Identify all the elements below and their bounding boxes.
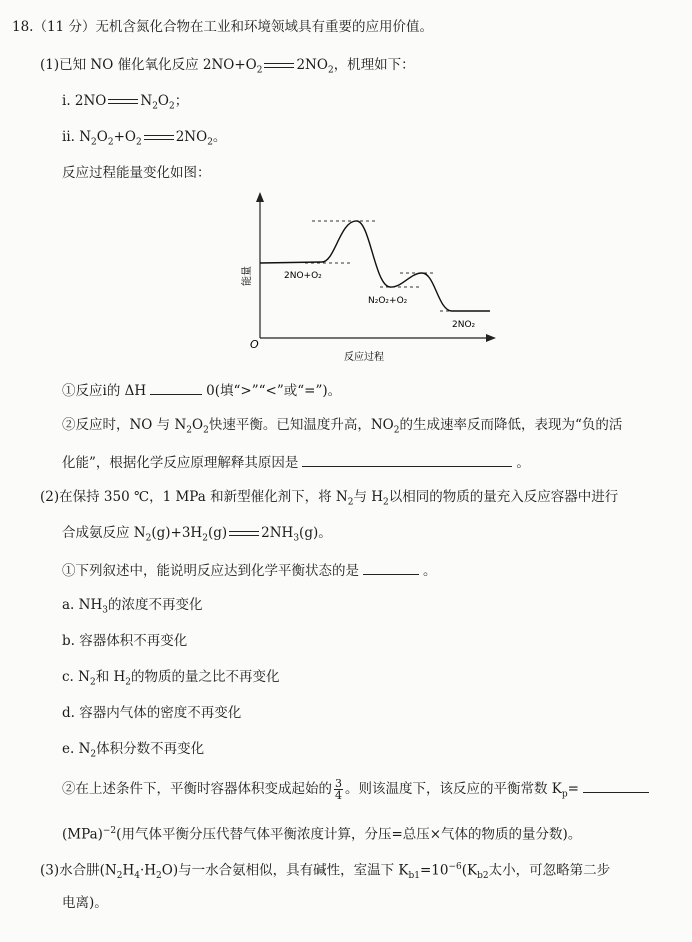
option-c[interactable]: c. $N_2$和 $H_2$的物质的量之比不再变化 — [62, 669, 280, 688]
question-header: 18.（11 分）无机含氮化合物在工业和环境领域具有重要的应用价值。 — [12, 19, 433, 35]
mechanism-step-2: ⅱ. $N_2O_2+O_2$ $2NO_2$。 — [62, 129, 227, 148]
option-d[interactable]: d. 容器内气体的密度不再变化 — [62, 705, 242, 721]
level-label-products: 2NO₂ — [452, 320, 476, 330]
q1-sub2: ②反应时，NO 与 $N_2O_2$快速平衡。已知温度升高，$NO_2$的生成速率反而降低，表现为“负的活 — [62, 417, 623, 436]
part3-cont: 电离)。 — [62, 895, 108, 911]
q2-sub2-cont: (MPa)$^{-2}$(用气体平衡分压代替气体平衡浓度计算，分压=总压×气体的物质的量分数)。 — [62, 826, 582, 843]
q2-sub2: ②在上述条件下，平衡时容器体积变成起始的 $\frac{3}{4}$ 。则该温度下，该反应的平衡常数 $K_p=$ — [62, 776, 649, 808]
part1-intro: (1)已知 NO 催化氧化反应 $2NO+O_2$ $2NO_2$，机理如下： — [40, 57, 415, 76]
level-label-reactants: 2NO+O₂ — [284, 271, 322, 281]
q1-sub1: ①反应ⅰ的 ΔH 0(填“>”“<”或“=”)。 — [62, 380, 341, 400]
origin-label: O — [250, 338, 259, 351]
part2-reaction: 合成氨反应 $N_2(g)+3H_2(g)$ $2NH_3(g)$。 — [62, 525, 332, 544]
part2-intro: (2)在保持 350 ℃，1 MPa 和新型催化剂下，将 $N_2$与 $H_2$以相同的物质的量充入反应容器中进行 — [40, 489, 619, 508]
q2-sub1: ①下列叙述中，能说明反应达到化学平衡状态的是 。 — [62, 560, 437, 580]
answer-blank-3[interactable] — [363, 560, 419, 575]
answer-blank-4[interactable] — [583, 778, 649, 793]
option-a[interactable]: a. $NH_3$的浓度不再变化 — [62, 597, 203, 616]
level-label-intermediate: N₂O₂+O₂ — [368, 296, 408, 306]
option-e[interactable]: e. $N_2$体积分数不再变化 — [62, 741, 205, 760]
energy-diagram — [240, 190, 500, 365]
answer-blank-1[interactable] — [150, 380, 202, 395]
part3-intro: (3)水合肼$(N_2H_4\cdot H_2O)$与一水合氨相似，具有碱性，室温下 $K_{b1}=10^{-6}(K_{b2}$太小，可忽略第二步 — [40, 862, 611, 882]
y-axis-arrow — [256, 192, 264, 202]
answer-blank-2[interactable] — [302, 452, 512, 467]
energy-caption: 反应过程能量变化如图： — [62, 165, 211, 181]
x-axis-label: 反应过程 — [344, 352, 384, 363]
y-axis-label: 能量 — [242, 266, 253, 286]
option-b[interactable]: b. 容器体积不再变化 — [62, 633, 188, 649]
fraction-three-quarters: $\frac{3}{4}$ — [335, 777, 342, 802]
mechanism-step-1: ⅰ. 2NO $N_2O_2$； — [62, 93, 189, 112]
q1-sub2-cont: 化能”，根据化学反应原理解释其原因是 。 — [62, 452, 530, 472]
x-axis-arrow — [486, 334, 496, 342]
